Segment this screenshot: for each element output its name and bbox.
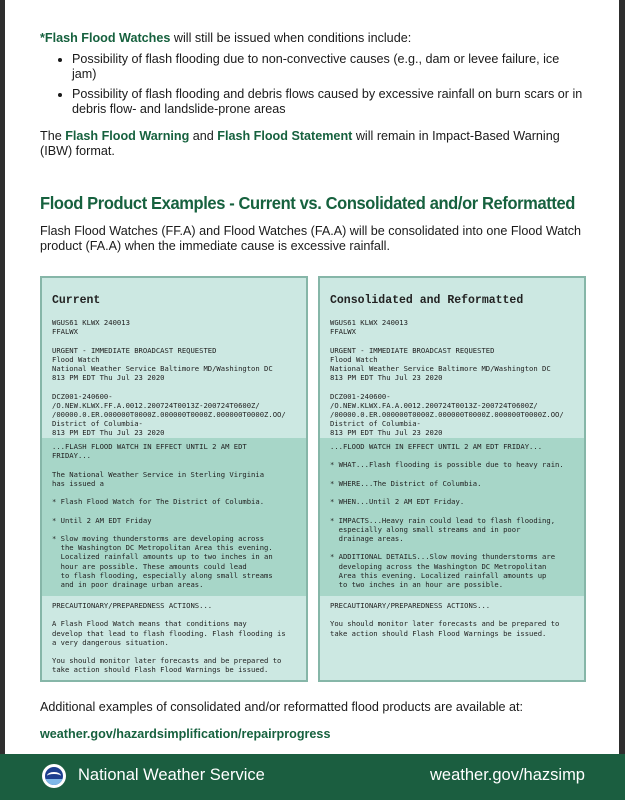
current-footer-text: PRECAUTIONARY/PREPAREDNESS ACTIONS... A Flash Flood Watch means that conditions may develop that lead to flash flooding. Flash flooding is a very dangerous situation. You should monitor later forecasts and be prepared to take action should Flash Flood Warnings be issued. [52, 601, 286, 675]
ibw-text: The [40, 129, 66, 143]
consolidated-title: Consolidated and Reformatted [330, 294, 524, 307]
footer-bar [0, 754, 625, 800]
ffw-rest: will still be issued when conditions include: [170, 31, 412, 45]
consolidated-body-text: ...FLOOD WATCH IN EFFECT UNTIL 2 AM EDT FRIDAY... * WHAT...Flash flooding is possible due to heavy rain. * WHERE...The District of Columbia. * WHEN...Until 2 AM EDT Friday. * IMPACTS...Heavy rain could lead to flash flooding, especially along small streams and in poor drainage areas. * ADDITIONAL DETAILS...Slow moving thunderstorms are developing across the Washington DC Metropolitan Area this evening. Localized rainfall amounts up to two inches in an hour are possible. [330, 442, 564, 590]
section-description: Flash Flood Watches (FF.A) and Flood Watches (FA.A) will be consolidated into one Flood Watch product (FA.A) when the immediate cause is excessive rainfall. [40, 224, 582, 253]
left-border [0, 0, 5, 800]
current-product-box [40, 276, 308, 682]
current-header-text: WGUS61 KLWX 240013 FFALWX URGENT - IMMEDIATE BROADCAST REQUESTED Flood Watch National Weather Service Baltimore MD/Washington DC 813 PM EDT Thu Jul 23 2020 DCZ001-240600- /O.NEW.KLWX.FF.A.0012.200724T0013Z-200724T0600Z/ /00000.0.ER.000000T0000Z.000000T0000Z.000000T0000Z.OO/ District of Columbia- 813 PM EDT Thu Jul 23 2020 [52, 318, 286, 438]
ffw-intro [40, 31, 585, 46]
current-title: Current [52, 294, 101, 307]
flash-flood-warning-term: Flash Flood Warning [65, 129, 190, 143]
consolidated-product-box [318, 276, 586, 682]
current-body-text: ...FLASH FLOOD WATCH IN EFFECT UNTIL 2 AM EDT FRIDAY... The National Weather Service in Sterling Virginia has issued a * Flash Flood Watch for The District of Columbia. * Until 2 AM EDT Friday * Slow moving thunderstorms are developing across the Washington DC Metropolitan Area this evening. Localized rainfall amounts up to two inches in an hour are possible. These amounts could lead to flash flooding, especially along small streams and in poor drainage urban areas. [52, 442, 273, 590]
consolidated-footer-text: PRECAUTIONARY/PREPAREDNESS ACTIONS... You should monitor later forecasts and be prepared to take action should Flash Flood Warnings be issued. [330, 601, 560, 638]
additional-examples-text: Additional examples of consolidated and/or reformatted flood products are available at: [40, 700, 524, 714]
right-border [619, 0, 625, 800]
ibw-text: will remain in Impact-Based Warning (IBW) format. [40, 129, 560, 158]
ibw-paragraph [40, 129, 585, 159]
organization-name: National Weather Service [78, 766, 265, 784]
hazsimp-link[interactable]: weather.gov/hazsimp [429, 766, 585, 784]
conditions-list [40, 52, 585, 122]
consolidated-header-text: WGUS61 KLWX 240013 FFALWX URGENT - IMMEDIATE BROADCAST REQUESTED Flood Watch National Weather Service Baltimore MD/Washington DC 813 PM EDT Thu Jul 23 2020 DCZ001-240600- /O.NEW.KLWX.FA.A.0012.200724T0013Z-200724T0600Z/ /00000.0.ER.000000T0000Z.000000T0000Z.000000T0000Z.OO/ District of Columbia- 813 PM EDT Thu Jul 23 2020 [330, 318, 564, 438]
flash-flood-statement-term: Flash Flood Statement [217, 129, 353, 143]
noaa-logo-icon [42, 764, 66, 788]
ffw-lead: *Flash Flood Watches [40, 31, 171, 45]
ibw-text: and [189, 129, 218, 143]
repair-progress-link[interactable]: weather.gov/hazardsimplification/repairprogress [40, 727, 331, 741]
section-heading: Flood Product Examples - Current vs. Consolidated and/or Reformatted [40, 193, 575, 213]
condition-item: • Possibility of flash flooding due to non-convective causes (e.g., dam or levee failure, ice jam) [72, 52, 585, 81]
condition-item: • Possibility of flash flooding and debris flows caused by excessive rainfall on burn scars or in debris flow- and landslide-prone areas [72, 87, 585, 116]
